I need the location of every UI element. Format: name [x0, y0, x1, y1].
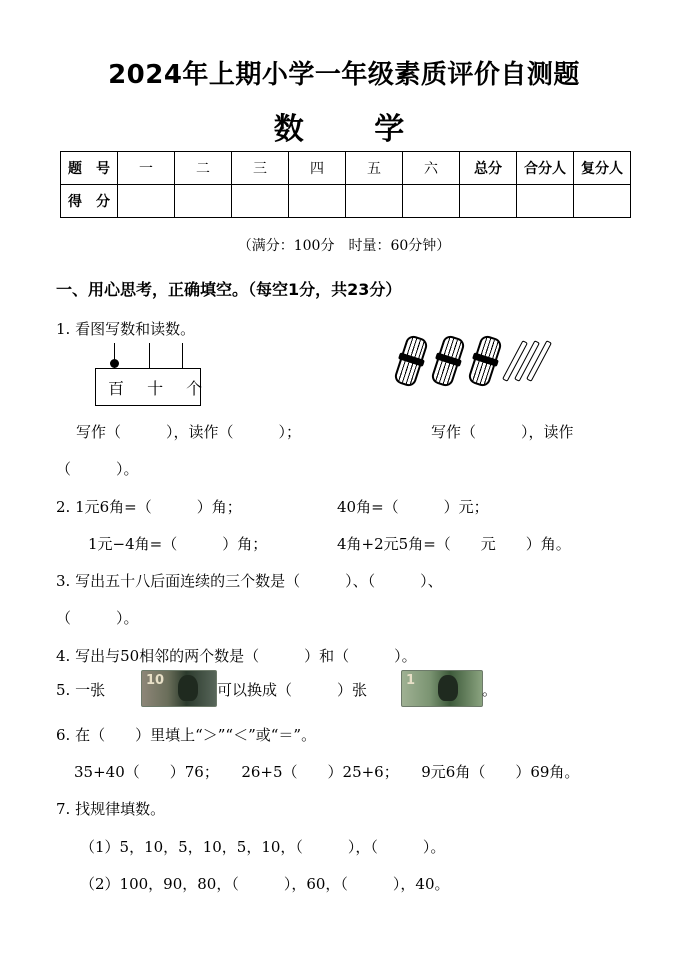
score-cell-part3: 三	[232, 152, 289, 185]
score-cell-part6: 六	[403, 152, 460, 185]
score-cell-label: 题 号	[61, 152, 118, 185]
score-input-cell[interactable]	[118, 185, 175, 218]
score-cell-part1: 一	[118, 152, 175, 185]
q1-answer-line-c: （ ）。	[56, 460, 139, 478]
score-input-cell[interactable]	[175, 185, 232, 218]
stick-bundle-icon	[393, 334, 429, 388]
section-1-heading	[56, 277, 401, 300]
score-input-cell[interactable]	[460, 185, 517, 218]
q1-answer-line-b: 写作（ ），读作	[431, 423, 574, 441]
score-input-cell[interactable]	[346, 185, 403, 218]
exam-title: 2024年上期小学一年级素质评价自测题	[108, 60, 580, 90]
banknote-denomination: 10	[146, 673, 165, 688]
portrait-icon	[178, 675, 198, 701]
subject-title: 数 学	[273, 112, 435, 147]
score-cell-part5: 五	[346, 152, 403, 185]
score-input-cell[interactable]	[574, 185, 631, 218]
score-cell-scorer: 合分人	[517, 152, 574, 185]
score-cell-reviewer: 复分人	[574, 152, 631, 185]
one-yuan-banknote	[401, 670, 483, 707]
score-input-cell[interactable]	[289, 185, 346, 218]
q2-line1-a: 2. 1元6角=（ ）角；	[56, 498, 242, 516]
q3-line2: （ ）。	[56, 609, 139, 627]
q5-part3: 。	[482, 681, 498, 699]
score-table-score-row	[61, 185, 631, 218]
q6-text: 6. 在（ ）里填上“＞”“＜”或“＝”。	[56, 726, 317, 744]
q7-sequence-1: （1）5，10，5，10，5，10，（ ），（ ）。	[80, 838, 446, 856]
portrait-icon	[438, 675, 458, 701]
q1-answer-line-a: 写作（ ），读作（ ）；	[76, 423, 302, 441]
stick-bundle-icon	[467, 334, 503, 388]
q3-line1: 3. 写出五十八后面连续的三个数是（ ）、（ ）、	[56, 572, 443, 590]
q6-items: 35+40（ ）76； 26+5（ ）25+6； 9元6角（ ）69角。	[74, 763, 580, 781]
score-cell-part2: 二	[175, 152, 232, 185]
banknote-denomination: 1	[406, 673, 416, 688]
q2-line1-b: 40角=（ ）元；	[337, 498, 489, 516]
ten-yuan-banknote	[141, 670, 217, 707]
place-value-labels: 百 十 个	[108, 379, 212, 398]
section-1-title: 一、用心思考，正确填空。	[56, 280, 249, 299]
place-value-rod	[149, 343, 150, 368]
score-table	[60, 151, 631, 218]
score-cell-total: 总分	[460, 152, 517, 185]
exam-note: （满分：100分 时量：60分钟）	[237, 238, 451, 254]
score-input-cell[interactable]	[403, 185, 460, 218]
q5-part1: 5. 一张	[56, 681, 106, 699]
q2-line2-b: 4角+2元5角=（ 元 ）角。	[337, 535, 571, 553]
abacus-bead	[110, 359, 119, 368]
score-input-cell[interactable]	[517, 185, 574, 218]
q7-text: 7. 找规律填数。	[56, 800, 166, 818]
q7-sequence-2: （2）100，90，80，（ ），60，（ ），40。	[80, 875, 450, 893]
place-value-rod	[182, 343, 183, 368]
section-1-scoring: （每空1分，共23分）	[248, 280, 402, 299]
q4-text: 4. 写出与50相邻的两个数是（ ）和（ ）。	[56, 647, 417, 665]
q2-line2-a: 1元−4角=（ ）角；	[88, 535, 268, 553]
score-cell-part4: 四	[289, 152, 346, 185]
score-table-header-row	[61, 152, 631, 185]
score-input-cell[interactable]	[232, 185, 289, 218]
score-row-label: 得 分	[61, 185, 118, 218]
q5-part2: 可以换成（ ）张	[217, 681, 368, 699]
q1-text: 1. 看图写数和读数。	[56, 320, 196, 338]
stick-bundle-icon	[430, 334, 466, 388]
